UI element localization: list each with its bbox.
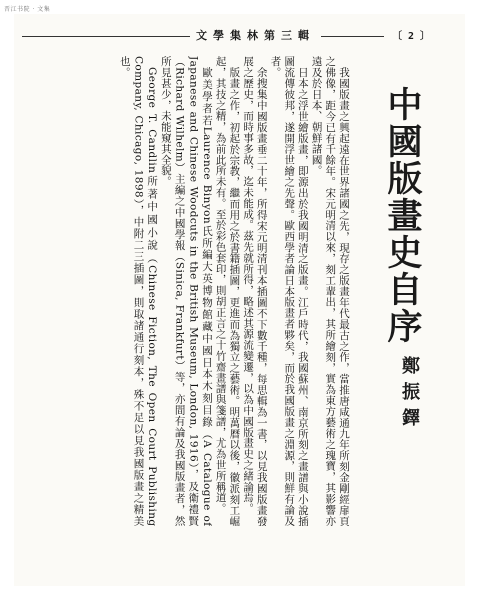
paragraph: 版畫之作，初起於宗教，繼而用之於書籍插圖，更進而為獨立之藝術。明萬曆以後，徽派刻工崛起，其技之精，為前此所未有。至於彩色套印，則胡正言之十竹齋畫譜與箋譜，尤為世所稱道。 [214,56,241,526]
paragraph: George T. Candlin所著中國小說（Chinese Fiction, The Open Court Publishing Company, Chicago, 1898），中附二三插圖，則取諸通行刻本，殊不足以見我國版畫之精美也。 [118,56,159,526]
paragraph: 余搜集中國版畫垂二十年，所得宋元明清刊本插圖不下數千種，每思輯為一書，以見我國版畫發展之歷史，而時事多故，迄未能成。茲先就所得，略述其源流變遷，以為中國版畫史之緒論焉。 [242,56,268,526]
article-author: 鄭振鐸 [399,356,420,434]
paragraph: 歐美學者若Laurence Binyon氏所編大英博物館藏中國日本木刻目錄（A Catalogue of Japanese and Chinese Woodcuts in the British Museum, London, 1916），及衛禮賢（Richard Wilhelm）主編之中國學報（Sinica, Frankfurt）等，亦間有論及我國版畫者，然所見甚少，未能窺其全貌。 [159,56,213,526]
page-number: 〔 2 〕 [392,31,431,42]
page-header [22,24,458,44]
article-title: 中國版畫史自序 [382,86,423,345]
running-title: 文學集林第三輯 [190,27,321,43]
paragraph: 我國版畫之興起遠在世界諸國之先，現存之版畫年代最古之作，當推唐咸通九年所刻金剛經扉頁之佛像，距今已有千餘年。宋元明清以來，刻工輩出，其所繪刻，實為東方藝術之瑰寶，其影響亦遠及於日本、朝鮮諸國。 [310,56,350,526]
article-body [92,56,350,526]
paragraph: 日本之浮世繪版畫，即源出於我國明清之版畫。江戶時代，我國蘇州、南京所刻之畫譜與小說插圖流傳彼邦，遂開浮世繪之先聲。歐西學者論日本版畫者夥矣，而於我國版畫之淵源，則鮮有論及者。 [269,56,309,526]
site-watermark: 晋江书院 · 文集 [4,6,51,13]
